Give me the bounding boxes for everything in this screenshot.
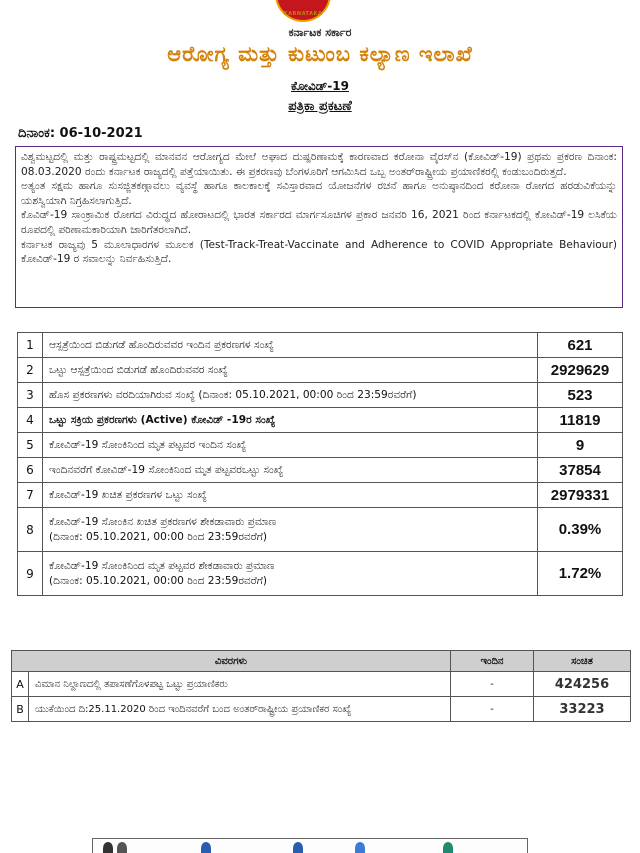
row-value: 2979331 xyxy=(538,483,623,508)
table-row xyxy=(18,483,623,508)
state-emblem xyxy=(271,0,335,22)
row-number: 3 xyxy=(18,383,43,408)
table-row xyxy=(18,458,623,483)
row-value: 2929629 xyxy=(538,358,623,383)
header-total: ಸಂಚಿತ xyxy=(534,651,631,672)
row-number: 5 xyxy=(18,433,43,458)
person-icon xyxy=(201,842,211,853)
table-row xyxy=(12,672,631,697)
notice-paragraph-4: ಕರ್ನಾಟಕ ರಾಜ್ಯವು 5 ಮೂಲಾಧಾರಗಳ ಮೂಲಕ (Test-Track-Treat-Vaccinate and Adherence to COVID Appropriate Behaviour) ಕೋವಿಡ್-19 ರ ಸವಾಲನ್ನು ನಿರ್ವಹಿಸುತ್ತಿದೆ. xyxy=(21,238,617,266)
notice-paragraph-3: ಕೊವಿಡ್-19 ಸಾಂಕ್ರಾಮಿಕ ರೋಗದ ವಿರುದ್ಧದ ಹೋರಾಟದಲ್ಲಿ ಭಾರತ ಸರ್ಕಾರದ ಮಾರ್ಗಸೂಚಿಗಳ ಪ್ರಕಾರ ಜನವರಿ 16, 2021 ರಿಂದ ಕರ್ನಾಟಕದಲ್ಲಿ ಕೋವಿಡ್-19 ಲಸಿಕೆಯ ರೂಪದಲ್ಲಿ ಪರಿಣಾಮಕಾರಿಯಾಗಿ ಜಾರಿಗೆತರಲಾಗಿದೆ. xyxy=(21,209,617,236)
row-label: ಹೊಸ ಪ್ರಕರಣಗಳು ವರದಿಯಾಗಿರುವ ಸಂಖ್ಯೆ (ದಿನಾಂಕ: 05.10.2021, 00:00 ರಿಂದ 23:59ರವರೆಗೆ) xyxy=(43,383,538,408)
person-icon xyxy=(103,842,113,853)
notice-paragraph-1: ವಿಶ್ವಮಟ್ಟದಲ್ಲಿ ಮತ್ತು ರಾಷ್ಟ್ರಮಟ್ಟದಲ್ಲಿ ಮಾನವನ ಆರೋಗ್ಯದ ಮೇಲೆ ಅಘಾದ ದುಷ್ಪರಿಣಾಮಕ್ಕೆ ಕಾರಣವಾದ ಕರೋನಾ ವೈರಸ್‌ನ (ಕೋವಿಡ್-19) ಪ್ರಥಮ ಪ್ರಕರಣ ದಿನಾಂಕ: 08.03.2020 ರಂದು ಕರ್ನಾಟಕ ರಾಜ್ಯದಲ್ಲಿ ಪತ್ತೆಯಾಯಿತು. ಈ ಪ್ರಕರಣವು ಬೆಂಗಳೂರಿಗೆ ಆಗಮಿಸಿದ ಒಬ್ಬ ಅಂತರ್‌ರಾಷ್ಟ್ರೀಯ ಪ್ರಯಾಣಿಕರಲ್ಲಿ ಕಂಡುಬಂದಿರುತ್ತದೆ. xyxy=(21,151,617,178)
row-number: 7 xyxy=(18,483,43,508)
row-label: ಒಟ್ಟು ಆಸ್ಪತ್ರೆಯಿಂದ ಬಿಡುಗಡೆ ಹೊಂದಿರುವವರ ಸಂಖ್ಯೆ xyxy=(43,358,538,383)
row-label: ಕೋವಿಡ್-19 ಸೋಂಕಿನಿಂದ ಮೃತ ಪಟ್ಟವರ ಶೇಕಡಾವಾರು ಪ್ರಮಾಣ xyxy=(49,559,275,572)
row-number: 8 xyxy=(18,508,43,552)
row-number: 4 xyxy=(18,408,43,433)
travel-header-row xyxy=(12,651,631,672)
row-label: ಕೋವಿಡ್-19 ಸೋಂಕಿನ ಖಚಿತ ಪ್ರಕರಣಗಳ ಶೇಕಡಾವಾರು ಪ್ರಮಾಣ xyxy=(49,515,277,528)
bottom-banner xyxy=(92,838,528,853)
row-today: - xyxy=(451,697,534,722)
row-number: 2 xyxy=(18,358,43,383)
table-row xyxy=(18,408,623,433)
row-label: ಒಟ್ಟು ಸಕ್ರಿಯ ಪ್ರಕರಣಗಳು (Active) ಕೋವಿಡ್ -19ರ ಸಂಖ್ಯೆ xyxy=(43,408,538,433)
emblem-text: KARNATAKA xyxy=(283,11,323,17)
government-name: ಕರ್ನಾಟಕ ಸರ್ಕಾರ xyxy=(288,26,352,39)
row-label: ಇಂದಿನವರೆಗೆ ಕೋವಿಡ್-19 ಸೋಂಕಿನಿಂದ ಮೃತ ಪಟ್ಟವರಒಟ್ಟು ಸಂಖ್ಯೆ xyxy=(43,458,538,483)
row-value: 621 xyxy=(538,333,623,358)
table-row xyxy=(18,508,623,552)
covid-stats-table xyxy=(17,332,623,596)
row-today: - xyxy=(451,672,534,697)
row-value: 11819 xyxy=(538,408,623,433)
table-row xyxy=(18,358,623,383)
header-details: ವಿವರಗಳು xyxy=(12,651,451,672)
table-row xyxy=(12,697,631,722)
row-number: 9 xyxy=(18,552,43,596)
row-label: ಯುಕೆಯಿಂದ ದಿ:25.11.2020 ರಿಂದ ಇಂದಿನವರೆಗೆ ಬಂದ ಅಂತರ್‌ರಾಷ್ಟ್ರೀಯ ಪ್ರಯಾಣಿಕರ ಸಂಖ್ಯೆ xyxy=(29,697,451,722)
row-label: ಆಸ್ಪತ್ರೆಯಿಂದ ಬಿಡುಗಡೆ ಹೊಂದಿರುವವರ ಇಂದಿನ ಪ್ರಕರಣಗಳ ಸಂಖ್ಯೆ xyxy=(43,333,538,358)
row-value: 9 xyxy=(538,433,623,458)
person-icon xyxy=(117,842,127,853)
table-row xyxy=(18,333,623,358)
row-total: 33223 xyxy=(534,697,631,722)
row-value: 1.72% xyxy=(538,552,623,596)
table-row xyxy=(18,552,623,596)
notice-box xyxy=(15,146,623,308)
row-value: 0.39% xyxy=(538,508,623,552)
row-label-cell xyxy=(43,552,538,596)
department-title: ಆರೋಗ್ಯ ಮತ್ತು ಕುಟುಂಬ ಕಲ್ಯಾಣ ಇಲಾಖೆ xyxy=(167,42,473,66)
row-sublabel: (ದಿನಾಂಕ: 05.10.2021, 00:00 ರಿಂದ 23:59ರವರೆಗೆ) xyxy=(49,574,268,587)
press-release-title: ಪತ್ರಿಕಾ ಪ್ರಕಟಣೆ xyxy=(288,99,352,114)
table-row xyxy=(18,433,623,458)
row-label-cell xyxy=(43,508,538,552)
notice-paragraph-2: ಅತ್ಯಂತ ಸಕ್ಷಮ ಹಾಗೂ ಸುಸಜ್ಜಿತಕಣ್ಗಾವಲು ವ್ಯವಸ್ಥೆ ಹಾಗೂ ಕಾಲಕಾಲಕ್ಕೆ ಸವಿಸ್ತಾರವಾದ ಯೋಜನೆಗಳ ರಚನೆ ಹಾಗೂ ಅನುಷ್ಠಾನದಿಂದ ಕರೋನಾ ರೋಗದ ಹರಡುವಿಕೆಯನ್ನು ಯಶಸ್ವಿಯಾಗಿ ನಿಗ್ರಹಿಸಲಾಗುತ್ತಿದೆ. xyxy=(21,180,617,207)
row-label: ಕೋವಿಡ್-19 ಸೋಂಕಿನಿಂದ ಮೃತ ಪಟ್ಟವರ ಇಂದಿನ ಸಂಖ್ಯೆ xyxy=(43,433,538,458)
row-sublabel: (ದಿನಾಂಕ: 05.10.2021, 00:00 ರಿಂದ 23:59ರವರೆಗೆ) xyxy=(49,530,268,543)
row-number: 1 xyxy=(18,333,43,358)
row-label: ಕೋವಿಡ್-19 ಖಚಿತ ಪ್ರಕರಣಗಳ ಒಟ್ಟು ಸಂಖ್ಯೆ xyxy=(43,483,538,508)
row-id: B xyxy=(12,697,29,722)
row-label: ವಿಮಾನ ನಿಲ್ದಾಣದಲ್ಲಿ ತಪಾಸಣೆಗೊಳಪಟ್ಟ ಒಟ್ಟು ಪ್ರಯಾಣಿಕರು xyxy=(29,672,451,697)
row-total: 424256 xyxy=(534,672,631,697)
row-value: 523 xyxy=(538,383,623,408)
person-icon xyxy=(293,842,303,853)
row-number: 6 xyxy=(18,458,43,483)
person-icon xyxy=(355,842,365,853)
covid-title: ಕೋವಿಡ್-19 xyxy=(291,79,349,93)
header-today: ಇಂದಿನ xyxy=(451,651,534,672)
row-id: A xyxy=(12,672,29,697)
travel-table xyxy=(11,650,631,722)
person-icon xyxy=(443,842,453,853)
release-date: ದಿನಾಂಕ: 06-10-2021 xyxy=(18,126,143,141)
row-value: 37854 xyxy=(538,458,623,483)
table-row xyxy=(18,383,623,408)
